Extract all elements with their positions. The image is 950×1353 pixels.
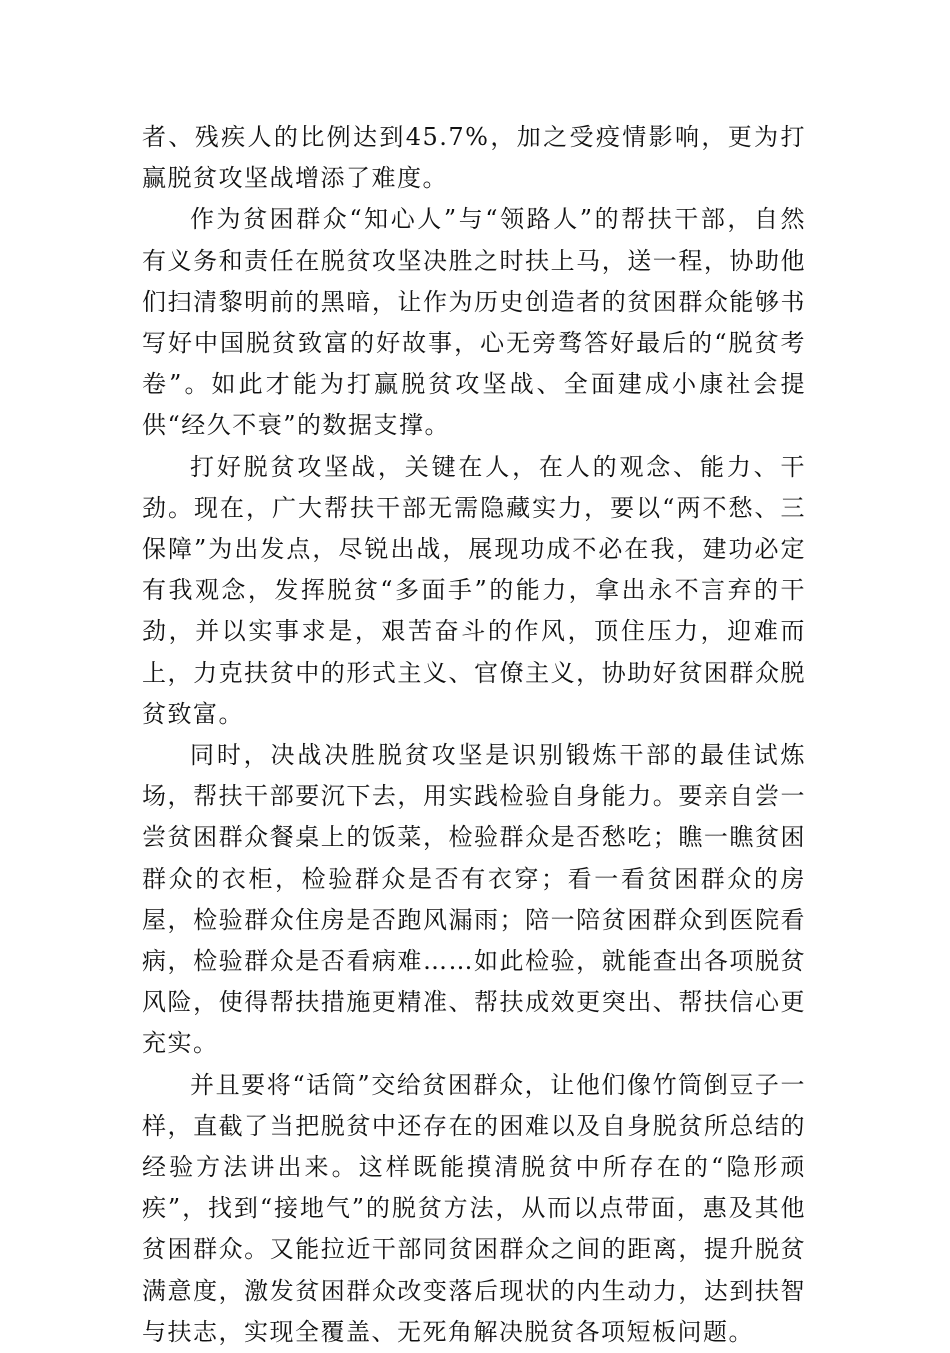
paragraph-3: 打好脱贫攻坚战，关键在人，在人的观念、能力、干劲。现在，广大帮扶干部无需隐藏实力，要以“两不愁、三保障”为出发点，尽锐出战，展现功成不必在我，建功必定有我观念，发挥脱贫“多面手”的能力，拿出永不言弃的干劲，并以实事求是，艰苦奋斗的作风，顶住压力，迎难而上，力克扶贫中的形式主义、官僚主义，协助好贫困群众脱贫致富。 xyxy=(142,452,806,728)
paragraph-1: 者、残疾人的比例达到45.7%，加之受疫情影响，更为打赢脱贫攻坚战增添了难度。 xyxy=(142,123,806,193)
paragraph-5: 并且要将“话筒”交给贫困群众，让他们像竹筒倒豆子一样，直截了当把脱贫中还存在的困难以及自身脱贫所总结的经验方法讲出来。这样既能摸清脱贫中所存在的“隐形顽疾”，找到“接地气”的脱贫方法，从而以点带面，惠及其他贫困群众。又能拉近干部同贫困群众之间的距离，提升脱贫满意度，激发贫困群众改变落后现状的内生动力，达到扶智与扶志，实现全覆盖、无死角解决脱贫各项短板问题。 xyxy=(142,1070,806,1346)
document-page xyxy=(142,117,806,1353)
paragraph-2: 作为贫困群众“知心人”与“领路人”的帮扶干部，自然有义务和责任在脱贫攻坚决胜之时扶上马，送一程，协助他们扫清黎明前的黑暗，让作为历史创造者的贫困群众能够书写好中国脱贫致富的好故事，心无旁骛答好最后的“脱贫考卷”。如此才能为打赢脱贫攻坚战、全面建成小康社会提供“经久不衰”的数据支撑。 xyxy=(142,205,806,440)
paragraph-4: 同时，决战决胜脱贫攻坚是识别锻炼干部的最佳试炼场，帮扶干部要沉下去，用实践检验自身能力。要亲自尝一尝贫困群众餐桌上的饭菜，检验群众是否愁吃；瞧一瞧贫困群众的衣柜，检验群众是否有衣穿；看一看贫困群众的房屋，检验群众住房是否跑风漏雨；陪一陪贫困群众到医院看病，检验群众是否看病难……如此检验，就能查出各项脱贫风险，使得帮扶措施更精准、帮扶成效更突出、帮扶信心更充实。 xyxy=(142,741,806,1058)
